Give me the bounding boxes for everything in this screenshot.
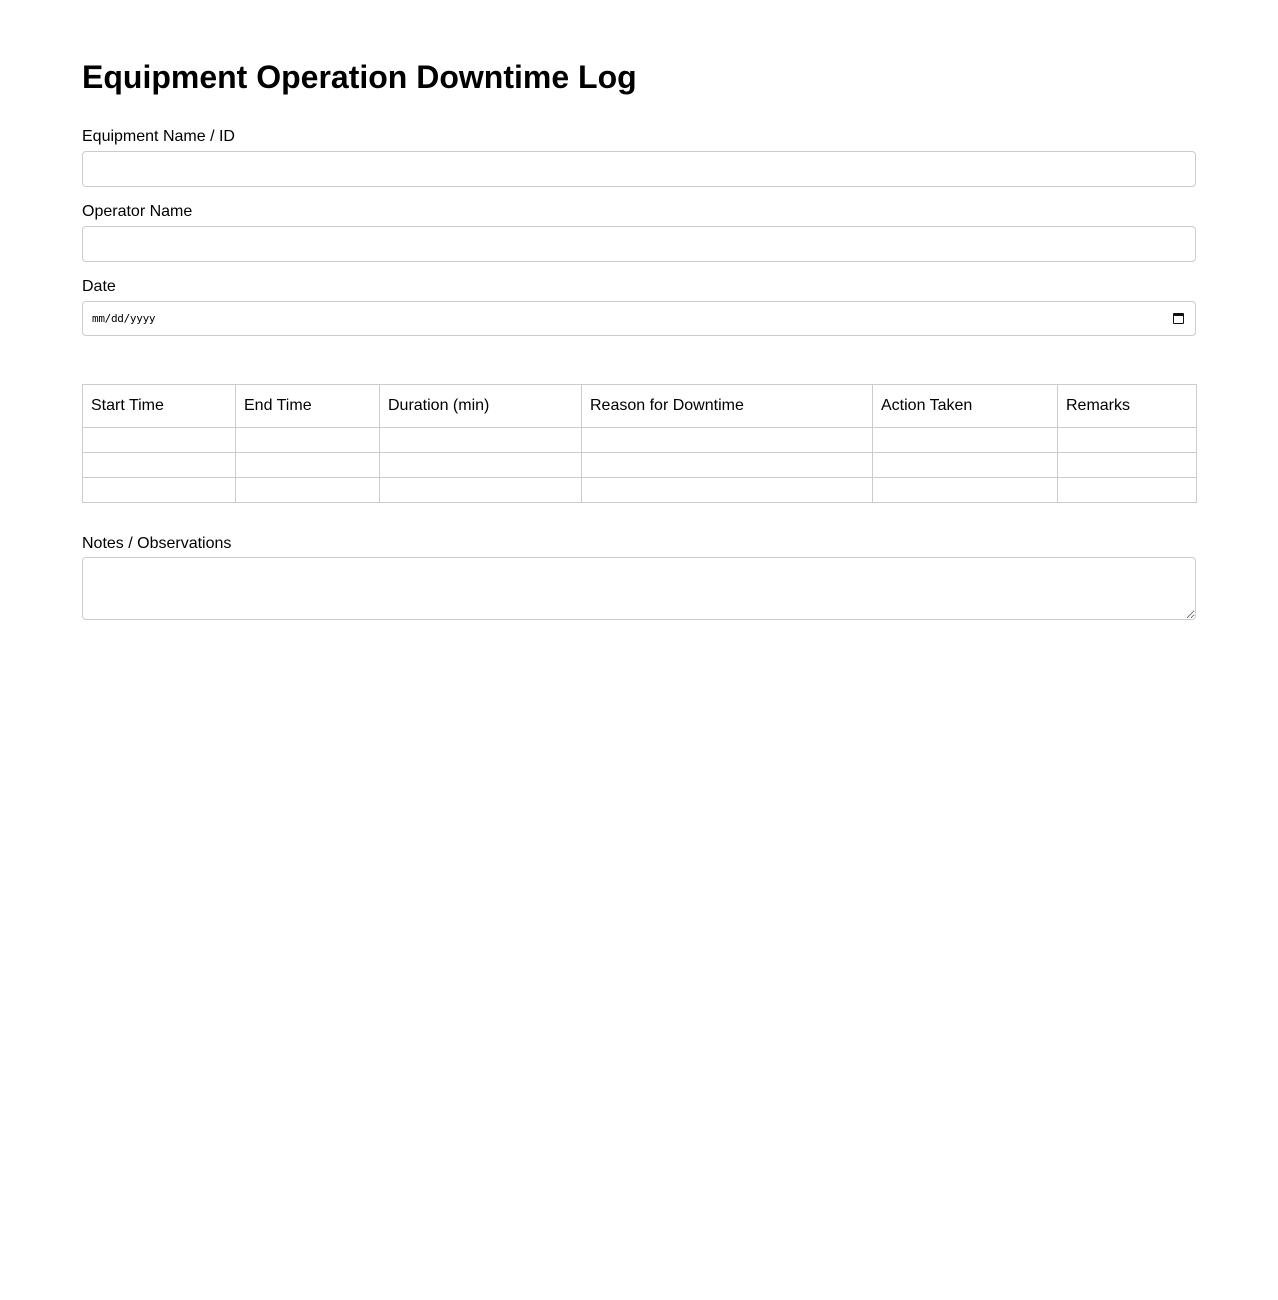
table-cell[interactable] — [1058, 453, 1197, 478]
header-duration: Duration (min) — [380, 385, 582, 428]
operator-label: Operator Name — [82, 203, 193, 220]
table-cell[interactable] — [380, 478, 582, 503]
table-cell[interactable] — [873, 453, 1058, 478]
page-title: Equipment Operation Downtime Log — [82, 59, 637, 95]
header-end-time: End Time — [236, 385, 380, 428]
table-row — [83, 428, 1197, 453]
table-cell[interactable] — [236, 453, 380, 478]
table-cell[interactable] — [236, 428, 380, 453]
table-cell[interactable] — [380, 453, 582, 478]
table-cell[interactable] — [582, 428, 873, 453]
downtime-table — [82, 384, 1197, 503]
table-cell[interactable] — [236, 478, 380, 503]
table-cell[interactable] — [582, 453, 873, 478]
table-row — [83, 478, 1197, 503]
table-cell[interactable] — [83, 428, 236, 453]
table-row — [83, 453, 1197, 478]
table-cell[interactable] — [83, 478, 236, 503]
table-cell[interactable] — [83, 453, 236, 478]
equipment-input[interactable] — [82, 151, 1196, 187]
table-cell[interactable] — [873, 428, 1058, 453]
header-reason: Reason for Downtime — [582, 385, 873, 428]
calendar-icon[interactable] — [1173, 313, 1184, 324]
header-start-time: Start Time — [83, 385, 236, 428]
header-remarks: Remarks — [1058, 385, 1197, 428]
operator-input[interactable] — [82, 226, 1196, 262]
date-input[interactable] — [82, 301, 1196, 336]
table-cell[interactable] — [1058, 478, 1197, 503]
header-action: Action Taken — [873, 385, 1058, 428]
notes-textarea[interactable] — [82, 557, 1196, 620]
table-cell[interactable] — [1058, 428, 1197, 453]
table-cell[interactable] — [873, 478, 1058, 503]
notes-label: Notes / Observations — [82, 535, 232, 552]
downtime-log-form — [82, 0, 1196, 620]
table-cell[interactable] — [380, 428, 582, 453]
equipment-label: Equipment Name / ID — [82, 128, 235, 145]
date-placeholder: mm/dd/yyyy — [92, 312, 156, 325]
table-header-row — [83, 385, 1197, 428]
table-cell[interactable] — [582, 478, 873, 503]
date-label: Date — [82, 278, 116, 295]
